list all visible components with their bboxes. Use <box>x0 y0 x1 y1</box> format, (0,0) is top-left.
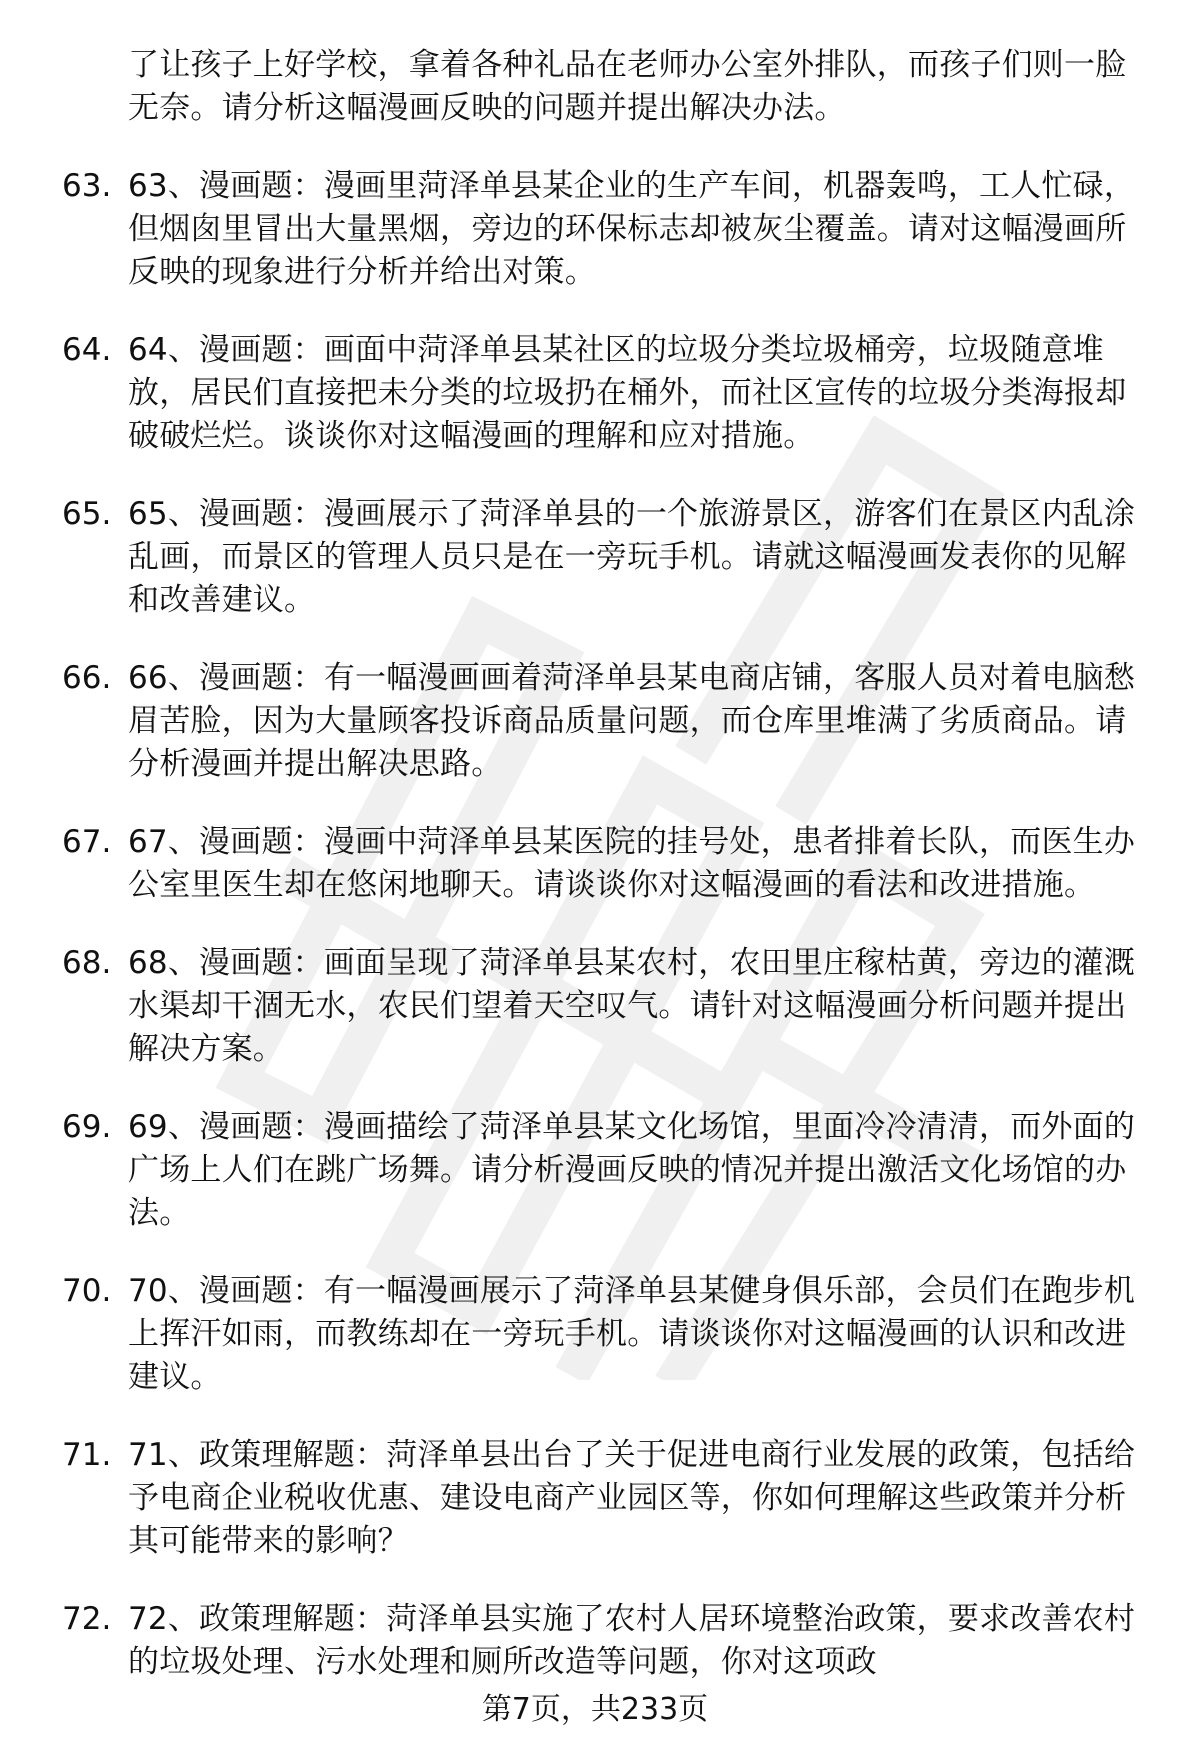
item-text: 64、漫画题：画面中菏泽单县某社区的垃圾分类垃圾桶旁，垃圾随意堆放，居民们直接把未分类的垃圾扔在桶外，而社区宣传的垃圾分类海报却破破烂烂。谈谈你对这幅漫画的理解和应对措施。 <box>128 332 1127 454</box>
question-list <box>62 44 1152 1684</box>
item-text: 71、政策理解题：菏泽单县出台了关于促进电商行业发展的政策，包括给予电商企业税收优惠、建设电商产业园区等，你如何理解这些政策并分析其可能带来的影响？ <box>128 1437 1136 1559</box>
item-number: 67. <box>62 824 112 860</box>
list-item <box>62 1106 1152 1235</box>
list-item <box>62 165 1152 294</box>
list-item <box>62 329 1152 458</box>
item-text: 69、漫画题：漫画描绘了菏泽单县某文化场馆，里面冷冷清清，而外面的广场上人们在跳广场舞。请分析漫画反映的情况并提出激活文化场馆的办法。 <box>128 1109 1136 1231</box>
item-number: 70. <box>62 1273 112 1309</box>
list-item <box>62 821 1152 907</box>
item-text: 66、漫画题：有一幅漫画画着菏泽单县某电商店铺，客服人员对着电脑愁眉苦脸，因为大量顾客投诉商品质量问题，而仓库里堆满了劣质商品。请分析漫画并提出解决思路。 <box>128 660 1136 782</box>
list-item <box>62 1270 1152 1399</box>
item-number: 72. <box>62 1601 112 1637</box>
item-number: 64. <box>62 332 112 368</box>
list-item <box>62 942 1152 1071</box>
list-item <box>62 657 1152 786</box>
item-text: 70、漫画题：有一幅漫画展示了菏泽单县某健身俱乐部，会员们在跑步机上挥汗如雨，而教练却在一旁玩手机。请谈谈你对这幅漫画的认识和改进建议。 <box>128 1273 1136 1395</box>
item-number: 63. <box>62 168 112 204</box>
page-footer: 第7页，共233页 <box>481 1692 709 1727</box>
item-text: 65、漫画题：漫画展示了菏泽单县的一个旅游景区，游客们在景区内乱涂乱画，而景区的管理人员只是在一旁玩手机。请就这幅漫画发表你的见解和改善建议。 <box>128 496 1136 618</box>
item-number: 65. <box>62 496 112 532</box>
item-text: 63、漫画题：漫画里菏泽单县某企业的生产车间，机器轰鸣，工人忙碌，但烟囱里冒出大量黑烟，旁边的环保标志却被灰尘覆盖。请对这幅漫画所反映的现象进行分析并给出对策。 <box>128 168 1136 290</box>
item-text: 72、政策理解题：菏泽单县实施了农村人居环境整治政策，要求改善农村的垃圾处理、污水处理和厕所改造等问题，你对这项政 <box>128 1601 1136 1680</box>
continuation-paragraph: 了让孩子上好学校，拿着各种礼品在老师办公室外排队，而孩子们则一脸无奈。请分析这幅漫画反映的问题并提出解决办法。 <box>128 47 1127 126</box>
item-number: 68. <box>62 945 112 981</box>
item-text: 67、漫画题：漫画中菏泽单县某医院的挂号处，患者排着长队，而医生办公室里医生却在悠闲地聊天。请谈谈你对这幅漫画的看法和改进措施。 <box>128 824 1136 903</box>
item-text: 68、漫画题：画面呈现了菏泽单县某农村，农田里庄稼枯黄，旁边的灌溉水渠却干涸无水，农民们望着天空叹气。请针对这幅漫画分析问题并提出解决方案。 <box>128 945 1136 1067</box>
item-number: 69. <box>62 1109 112 1145</box>
list-item <box>62 493 1152 622</box>
item-number: 71. <box>62 1437 112 1473</box>
list-item <box>62 1598 1152 1684</box>
item-number: 66. <box>62 660 112 696</box>
list-item <box>62 1434 1152 1563</box>
